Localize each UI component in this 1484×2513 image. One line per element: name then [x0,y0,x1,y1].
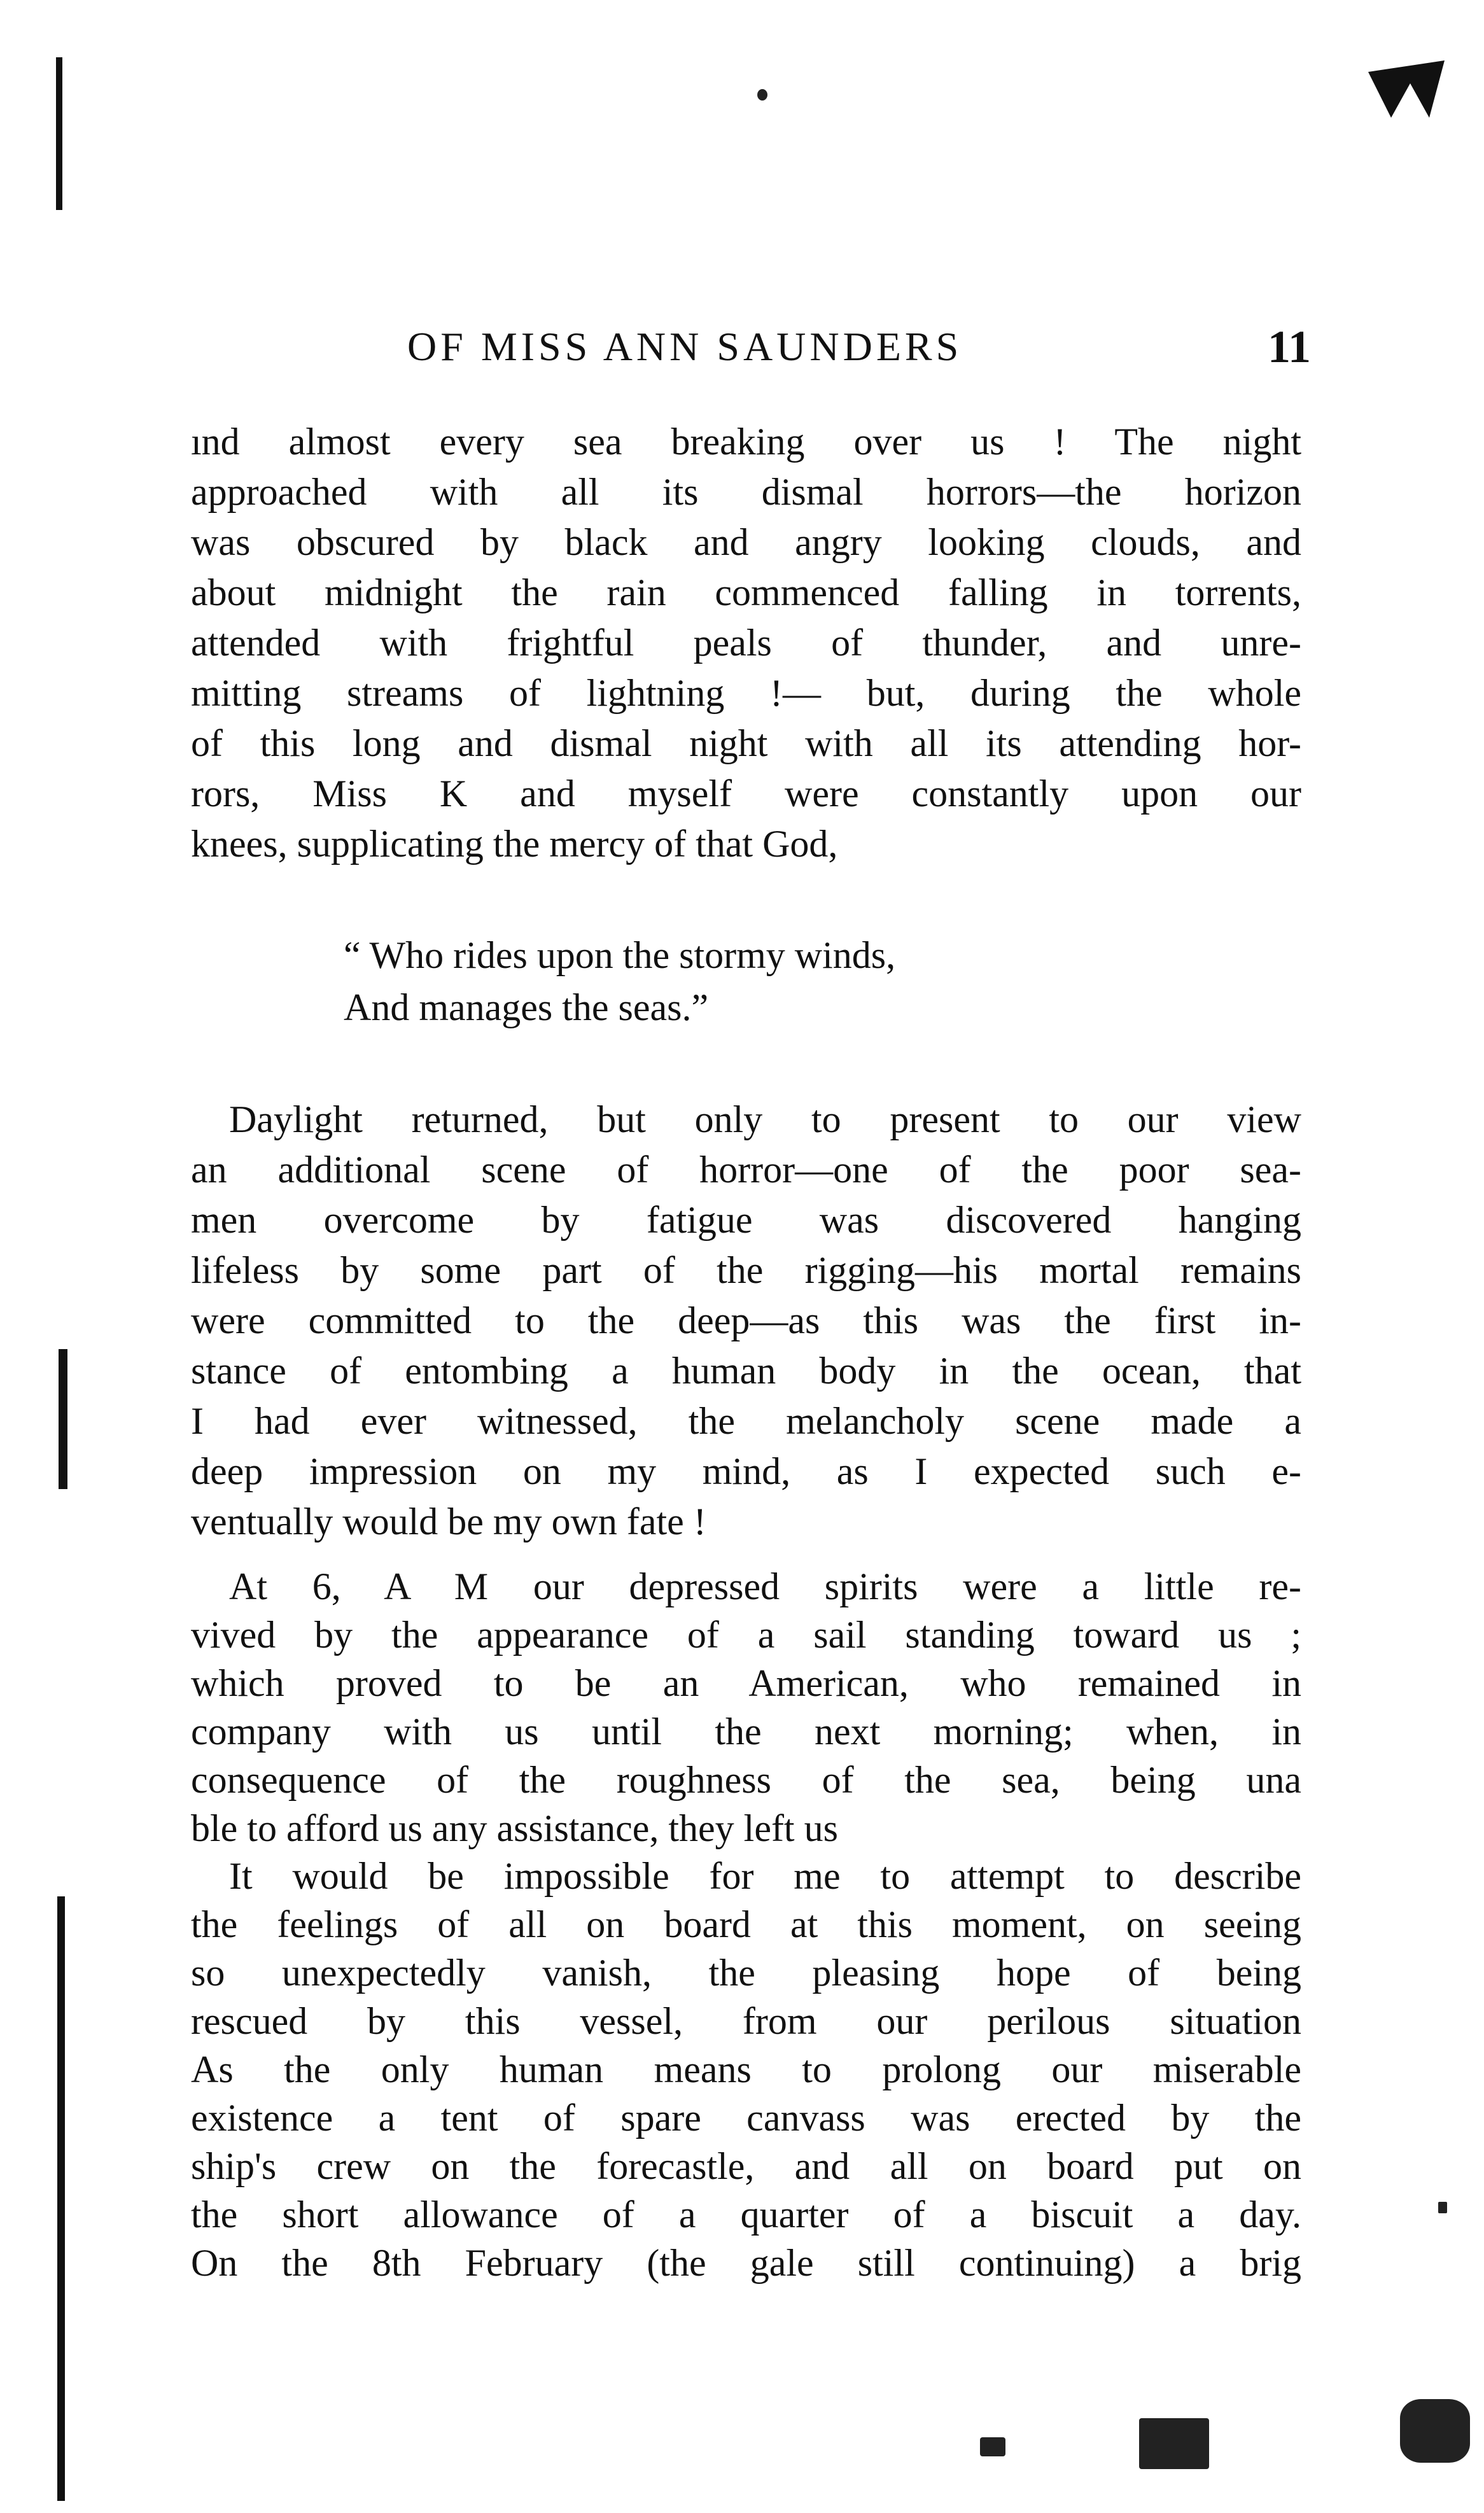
text-line: the short allowance of a quarter of a biscuit a day. [191,2194,1301,2236]
text-line: so unexpectedly vanish, the pleasing hope of being [191,1952,1301,1994]
text-line: about midnight the rain commenced falling in torrents, [191,571,1301,613]
text-line: ble to afford us any assistance, they left us [191,1807,838,1849]
text-line: men overcome by fatigue was discovered hanging [191,1199,1301,1241]
text-line: It would be impossible for me to attempt to describe [229,1855,1301,1897]
top-right-corner-mark [1368,60,1445,118]
text-line: approached with all its dismal horrors—the horizon [191,471,1301,513]
text-line: which proved to be an American, who remained in [191,1662,1301,1704]
text-line: stance of entombing a human body in the ocean, that [191,1350,1301,1392]
text-line: knees, supplicating the mercy of that God, [191,823,838,865]
scan-speck [1400,2399,1470,2463]
text-line: deep impression on my mind, as I expected such e- [191,1450,1301,1492]
scan-speck [1438,2202,1447,2213]
paragraph-4 [191,1852,1301,2287]
text-line: attended with frightful peals of thunder, and unre- [191,622,1301,664]
running-header [407,318,1311,375]
text-line: the feelings of all on board at this moment, on seeing [191,1903,1301,1945]
text-line: ship's crew on the forecastle, and all on board put on [191,2145,1301,2187]
text-line: of this long and dismal night with all its attending hor- [191,722,1301,764]
text-line: rors, Miss K and myself were constantly upon our [191,773,1301,815]
text-line: Daylight returned, but only to present to our view [229,1098,1301,1140]
text-line: ınd almost every sea breaking over us ! The night [191,421,1301,463]
scan-speck [757,89,767,101]
text-line: rescued by this vessel, from our perilous situation [191,2000,1301,2042]
paragraph-2 [191,1095,1301,1547]
paragraph-3 [191,1562,1301,1852]
text-line: I had ever witnessed, the melancholy scene made a [191,1400,1301,1442]
text-line: consequence of the roughness of the sea, being una [191,1759,1301,1801]
left-scan-edge [57,1896,65,2501]
page-number: 11 [1267,321,1311,372]
scan-speck [1139,2418,1209,2469]
left-scan-edge [59,1349,67,1489]
text-line: mitting streams of lightning !— but, during the whole [191,672,1301,714]
paragraph-1 [191,417,1301,869]
text-line: lifeless by some part of the rigging—his mortal remains [191,1249,1301,1291]
verse-line: “ Who rides upon the stormy winds, [344,934,896,976]
text-line: ventually would be my own fate ! [191,1501,706,1543]
text-line: On the 8th February (the gale still continuing) a brig [191,2242,1301,2284]
text-line: At 6, A M our depressed spirits were a little re- [229,1565,1301,1607]
text-line: an additional scene of horror—one of the poor sea- [191,1149,1301,1191]
text-line: was obscured by black and angry looking clouds, and [191,521,1301,563]
left-scan-edge [56,57,62,210]
text-line: existence a tent of spare canvass was erected by the [191,2097,1301,2139]
text-line: company with us until the next morning; when, in [191,1711,1301,1753]
text-line: vived by the appearance of a sail standing toward us ; [191,1614,1301,1656]
text-line: were committed to the deep—as this was the first in- [191,1299,1301,1341]
verse-quotation [344,929,1171,1033]
verse-line: And manages the seas.” [344,986,709,1028]
running-title: OF MISS ANN SAUNDERS [407,324,963,369]
scan-speck [980,2437,1005,2456]
text-line: As the only human means to prolong our miserable [191,2048,1301,2090]
